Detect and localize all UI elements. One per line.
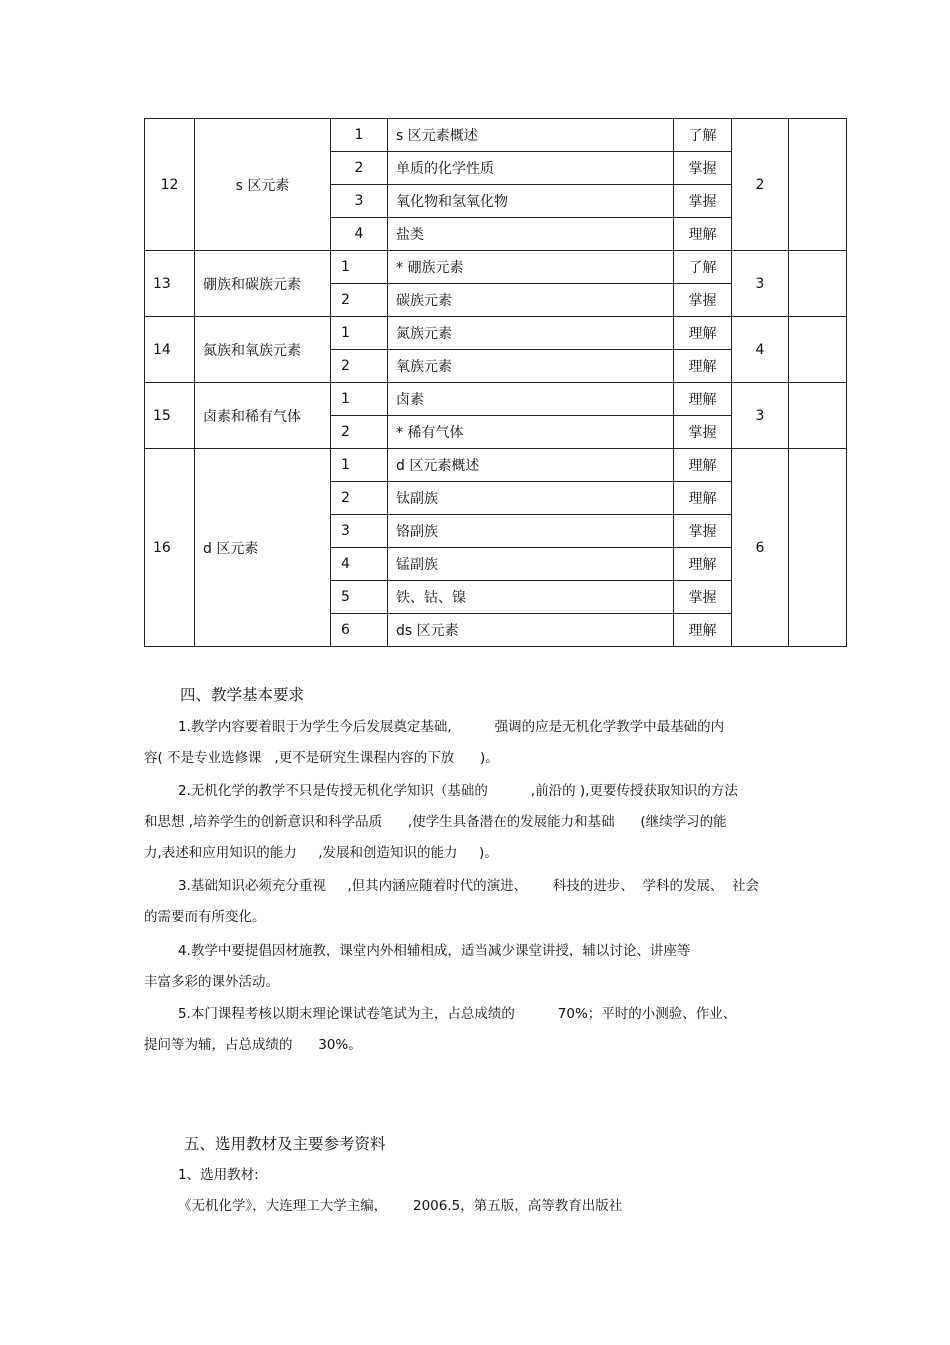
requirement-level-cell: 掌握 [674,416,732,449]
requirement-2-line-3: 力,表述和应用知识的能力 ,发展和创造知识的能力 )。 [144,845,498,861]
textbook-citation: 《无机化学》，大连理工大学主编， 2006.5，第五版，高等教育出版社 [178,1198,623,1214]
chapter-number-cell: 13 [145,251,195,317]
section-index-cell: 4 [331,548,388,581]
requirement-2-line-1: 2.无机化学的教学不只是传授无机化学知识（基础的 ,前沿的 ),更要传授获取知识的方法 [178,783,738,799]
section-topic-cell: 铁、钴、镍 [388,581,674,614]
section-index-cell: 2 [331,284,388,317]
requirement-5 [144,999,824,1061]
requirement-level-cell: 理解 [674,614,732,647]
remarks-cell [789,119,847,251]
section-topic-cell: ds 区元素 [388,614,674,647]
requirement-5-line-2: 提问等为辅，占总成绩的 30%。 [144,1037,362,1053]
syllabus-table [144,118,847,647]
section-index-cell: 1 [331,383,388,416]
requirement-level-cell: 理解 [674,218,732,251]
class-hours-cell: 6 [732,449,789,647]
section-topic-cell: 钛副族 [388,482,674,515]
requirement-level-cell: 掌握 [674,515,732,548]
section-topic-cell: 锰副族 [388,548,674,581]
section-topic-cell: 氧族元素 [388,350,674,383]
remarks-cell [789,449,847,647]
requirement-3 [144,871,824,933]
class-hours-cell: 3 [732,251,789,317]
chapter-title-cell: 卤素和稀有气体 [195,383,331,449]
requirement-level-cell: 掌握 [674,581,732,614]
textbook-block [178,1160,858,1222]
requirement-level-cell: 理解 [674,548,732,581]
section-index-cell: 4 [331,218,388,251]
section-topic-cell: 铬副族 [388,515,674,548]
section-index-cell: 6 [331,614,388,647]
requirement-2 [144,776,824,869]
remarks-cell [789,251,847,317]
requirement-3-line-2: 的需要而有所变化。 [144,909,266,925]
remarks-cell [789,383,847,449]
section-topic-cell: 碳族元素 [388,284,674,317]
syllabus-table-body [145,119,847,647]
requirement-2-line-2: 和思想 ,培养学生的创新意识和科学品质 ,使学生具备潜在的发展能力和基础 (继续学习的能 [144,814,727,830]
section-topic-cell: * 稀有气体 [388,416,674,449]
table-row [145,251,847,284]
requirement-level-cell: 掌握 [674,152,732,185]
section-topic-cell: * 硼族元素 [388,251,674,284]
section-index-cell: 1 [331,449,388,482]
chapter-number-cell: 15 [145,383,195,449]
chapter-title-cell: s 区元素 [195,119,331,251]
chapter-number-cell: 16 [145,449,195,647]
section-topic-cell: 单质的化学性质 [388,152,674,185]
section-index-cell: 1 [331,251,388,284]
requirement-level-cell: 掌握 [674,284,732,317]
requirement-level-cell: 理解 [674,449,732,482]
section-index-cell: 5 [331,581,388,614]
section-topic-cell: 盐类 [388,218,674,251]
table-row [145,317,847,350]
chapter-number-cell: 14 [145,317,195,383]
section-index-cell: 2 [331,482,388,515]
requirement-level-cell: 掌握 [674,185,732,218]
chapter-title-cell: 硼族和碳族元素 [195,251,331,317]
section-index-cell: 2 [331,152,388,185]
requirement-1-line-1: 1.教学内容要着眼于为学生今后发展奠定基础, 强调的应是无机化学教学中最基础的内 [178,719,725,735]
requirement-level-cell: 理解 [674,317,732,350]
requirement-1 [144,712,824,774]
section-index-cell: 2 [331,350,388,383]
chapter-title-cell: 氮族和氧族元素 [195,317,331,383]
section-topic-cell: 卤素 [388,383,674,416]
chapter-title-cell: d 区元素 [195,449,331,647]
class-hours-cell: 2 [732,119,789,251]
requirement-level-cell: 理解 [674,482,732,515]
requirement-1-line-2: 容( 不是专业选修课 ,更不是研究生课程内容的下放 )。 [144,750,499,766]
requirement-4 [144,936,824,998]
section-topic-cell: s 区元素概述 [388,119,674,152]
requirement-3-line-1: 3.基础知识必须充分重视 ,但其内涵应随着时代的演进、 科技的进步、 学科的发展、 社会 [178,878,760,894]
section-index-cell: 3 [331,515,388,548]
section-topic-cell: 氧化物和氢氧化物 [388,185,674,218]
section-index-cell: 1 [331,317,388,350]
section-topic-cell: 氮族元素 [388,317,674,350]
textbook-subheading: 1、选用教材: [178,1167,259,1183]
requirement-level-cell: 理解 [674,383,732,416]
table-row [145,383,847,416]
requirement-4-line-1: 4.教学中要提倡因材施教，课堂内外相辅相成，适当减少课堂讲授，辅以讨论、讲座等 [178,943,691,959]
section-4-title: 四、教学基本要求 [180,686,305,704]
section-index-cell: 1 [331,119,388,152]
requirement-level-cell: 了解 [674,119,732,152]
class-hours-cell: 3 [732,383,789,449]
section-index-cell: 2 [331,416,388,449]
remarks-cell [789,317,847,383]
section-topic-cell: d 区元素概述 [388,449,674,482]
section-index-cell: 3 [331,185,388,218]
chapter-number-cell: 12 [145,119,195,251]
requirement-level-cell: 了解 [674,251,732,284]
requirement-4-line-2: 丰富多彩的课外活动。 [144,974,279,990]
requirement-5-line-1: 5.本门课程考核以期末理论课试卷笔试为主，占总成绩的 70%；平时的小测验、作业、 [178,1006,737,1022]
class-hours-cell: 4 [732,317,789,383]
table-row [145,449,847,482]
section-5-title: 五、选用教材及主要参考资料 [184,1135,386,1153]
table-row [145,119,847,152]
requirement-level-cell: 理解 [674,350,732,383]
